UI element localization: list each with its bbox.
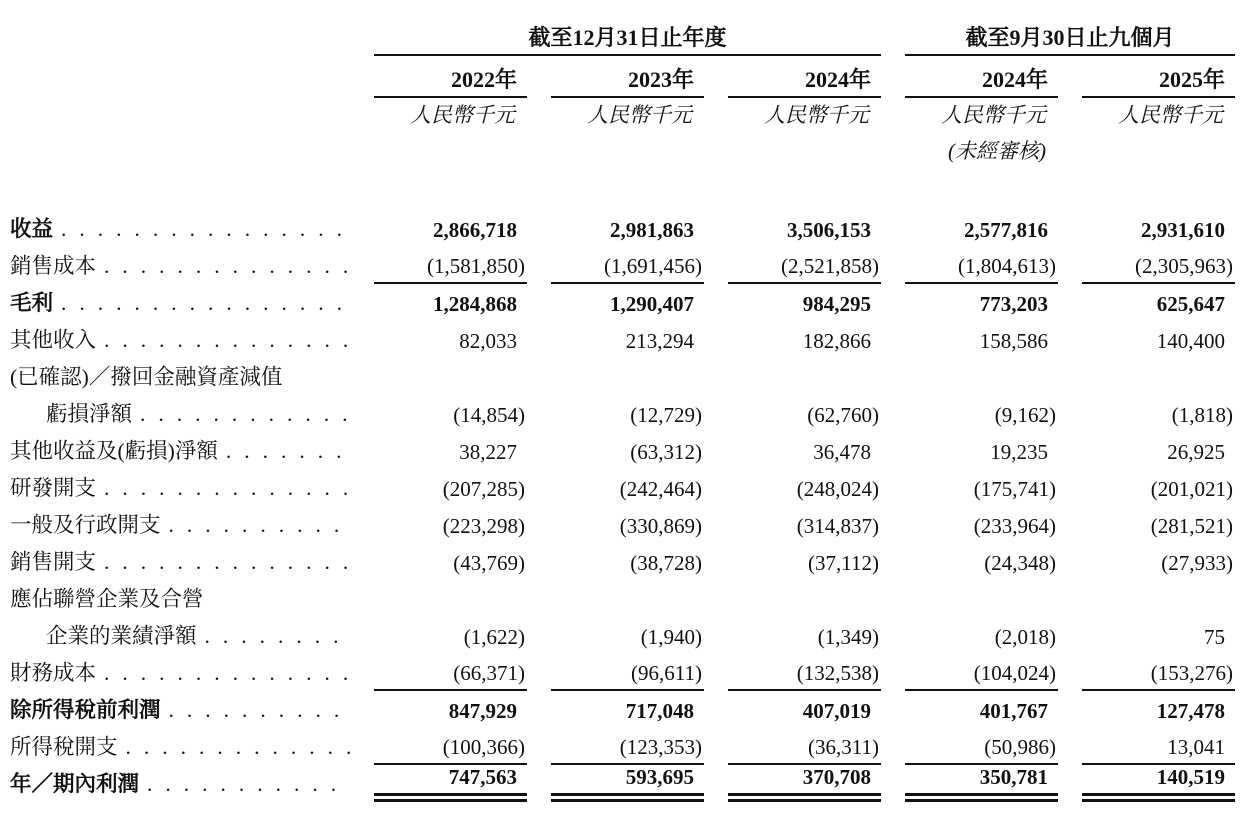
value-cell <box>350 284 527 321</box>
value-cell <box>1058 321 1235 358</box>
value-text: (27,933) <box>1161 550 1234 575</box>
value-text: (233,964) <box>973 513 1057 538</box>
value-cell <box>881 358 1058 395</box>
value-cell <box>704 728 881 765</box>
row-label-text: (已確認)／撥回金融資產減值 <box>10 365 283 390</box>
value-text: 370,708 <box>728 765 881 802</box>
value-cell <box>350 358 527 395</box>
header-body-spacer <box>10 168 1235 210</box>
table-row <box>10 247 1235 284</box>
row-label <box>10 506 350 543</box>
value-text: 158,586 <box>979 328 1049 353</box>
dot-leader <box>96 476 350 501</box>
currency-unit-label: 人民幣千元 <box>764 102 870 127</box>
value-text: (66,371) <box>374 661 527 691</box>
value-cell <box>350 247 527 284</box>
row-label <box>10 321 350 358</box>
value-text: (37,112) <box>808 550 880 575</box>
value-text: (24,348) <box>984 550 1057 575</box>
dot-leader <box>161 513 350 538</box>
value-cell <box>704 432 881 469</box>
value-text: (36,311) <box>728 735 881 765</box>
value-cell <box>1058 617 1235 654</box>
value-cell <box>1058 432 1235 469</box>
row-label-text: 銷售開支 <box>10 550 97 575</box>
period-group-row <box>10 8 1235 56</box>
value-text: (153,276) <box>1082 661 1235 691</box>
year-column-header: 2022年 <box>350 56 527 98</box>
value-cell <box>527 395 704 432</box>
value-cell <box>704 654 881 691</box>
value-cell <box>881 210 1058 247</box>
row-label-text: 財務成本 <box>10 661 97 686</box>
value-cell <box>704 284 881 321</box>
value-cell <box>527 210 704 247</box>
value-text: 82,033 <box>459 328 517 353</box>
row-label <box>10 617 350 654</box>
value-text: 2,577,816 <box>964 217 1049 242</box>
table-row <box>10 358 1235 395</box>
value-text: 593,695 <box>551 765 704 802</box>
value-cell <box>1058 765 1235 802</box>
value-cell <box>1058 654 1235 691</box>
value-cell <box>1058 358 1235 395</box>
value-text: 350,781 <box>905 765 1058 802</box>
value-cell <box>527 580 704 617</box>
value-text: (63,312) <box>630 439 702 464</box>
value-text: (248,024) <box>796 476 880 501</box>
ninemonth-period-header <box>881 8 1235 56</box>
value-text: (96,611) <box>551 661 704 691</box>
value-cell <box>527 321 704 358</box>
table-row <box>10 284 1235 321</box>
value-cell <box>1058 543 1235 580</box>
value-text: 140,519 <box>1082 765 1235 802</box>
annual-period-title: 截至12月31日止年度 <box>374 25 881 56</box>
value-cell <box>527 654 704 691</box>
value-text: (2,521,858) <box>728 254 881 284</box>
value-cell <box>704 469 881 506</box>
value-text: 3,506,153 <box>787 217 872 242</box>
row-label-text: 收益 <box>10 217 54 242</box>
value-cell <box>527 765 704 802</box>
value-cell <box>1058 728 1235 765</box>
value-cell <box>1058 210 1235 247</box>
dot-leader <box>96 328 350 353</box>
year-header-row <box>10 56 1235 98</box>
value-text: (1,940) <box>640 624 702 649</box>
row-label-text: 應佔聯營企業及合營 <box>10 587 204 612</box>
value-cell <box>527 617 704 654</box>
table-row <box>10 395 1235 432</box>
value-cell <box>350 469 527 506</box>
value-text: 747,563 <box>374 765 527 802</box>
value-text: (2,018) <box>994 624 1057 649</box>
value-cell <box>881 543 1058 580</box>
dot-leader <box>53 291 350 316</box>
value-cell <box>881 506 1058 543</box>
income-statement-table <box>10 8 1235 802</box>
value-cell <box>527 506 704 543</box>
value-text: (38,728) <box>630 550 702 575</box>
ninemonth-period-title: 截至9月30日止九個月 <box>905 25 1235 56</box>
value-cell <box>527 728 704 765</box>
value-cell <box>881 432 1058 469</box>
dot-leader <box>96 661 350 686</box>
value-text: 182,866 <box>802 328 872 353</box>
value-cell <box>704 691 881 728</box>
table-row <box>10 691 1235 728</box>
row-label-text: 毛利 <box>10 291 54 316</box>
currency-unit-label: 人民幣千元 <box>941 102 1047 127</box>
row-label-text: 除所得稅前利潤 <box>10 698 161 723</box>
table-row <box>10 728 1235 765</box>
value-text: (330,869) <box>619 513 702 538</box>
value-text: 36,478 <box>813 439 872 464</box>
row-label-text: 其他收入 <box>10 328 97 353</box>
value-text: 2,981,863 <box>610 217 694 242</box>
value-text: 407,019 <box>802 698 872 723</box>
value-cell <box>704 358 881 395</box>
value-text: (207,285) <box>442 476 525 501</box>
value-text: 1,290,407 <box>610 291 694 316</box>
dot-leader <box>96 550 350 575</box>
row-label-text: 企業的業績淨額 <box>46 624 197 649</box>
value-cell <box>704 506 881 543</box>
value-cell <box>527 432 704 469</box>
table-row <box>10 210 1235 247</box>
value-text: (242,464) <box>619 476 702 501</box>
value-text: 127,478 <box>1156 698 1226 723</box>
value-cell <box>1058 284 1235 321</box>
row-label-text: 銷售成本 <box>10 254 97 279</box>
row-label <box>10 395 350 432</box>
value-text: (12,729) <box>630 402 702 427</box>
table-row <box>10 765 1235 802</box>
value-cell <box>527 543 704 580</box>
value-cell <box>350 321 527 358</box>
value-text: 1,284,868 <box>433 291 517 316</box>
value-cell <box>350 580 527 617</box>
row-label-text: 研發開支 <box>10 476 97 501</box>
value-cell <box>704 210 881 247</box>
row-label <box>10 247 350 284</box>
value-cell <box>527 469 704 506</box>
value-cell <box>881 728 1058 765</box>
empty-corner-cell <box>10 8 350 56</box>
dot-leader <box>197 624 350 649</box>
table-row <box>10 469 1235 506</box>
value-text: 75 <box>1204 624 1226 649</box>
value-cell <box>704 617 881 654</box>
value-cell <box>881 654 1058 691</box>
value-text: (1,691,456) <box>551 254 704 284</box>
currency-unit-label: 人民幣千元 <box>410 102 515 127</box>
dot-leader <box>139 772 350 797</box>
currency-unit-label: 人民幣千元 <box>1118 102 1224 127</box>
value-cell <box>1058 506 1235 543</box>
value-text: 401,767 <box>979 698 1049 723</box>
value-cell <box>1058 395 1235 432</box>
table-row <box>10 506 1235 543</box>
value-text: (50,986) <box>905 735 1058 765</box>
value-text: (9,162) <box>994 402 1057 427</box>
row-label <box>10 284 350 321</box>
value-cell <box>881 247 1058 284</box>
value-text: (201,021) <box>1150 476 1234 501</box>
value-cell <box>1058 691 1235 728</box>
year-column-header: 2024年 <box>704 56 881 98</box>
value-text: 13,041 <box>1082 735 1235 765</box>
row-label <box>10 728 350 765</box>
value-cell <box>881 691 1058 728</box>
value-cell <box>350 395 527 432</box>
row-label-text: 年／期內利潤 <box>10 772 140 797</box>
value-text: (123,353) <box>551 735 704 765</box>
row-label <box>10 654 350 691</box>
value-text: 140,400 <box>1156 328 1226 353</box>
value-cell <box>1058 469 1235 506</box>
dot-leader <box>96 254 350 279</box>
row-label-text: 其他收益及(虧損)淨額 <box>10 439 218 464</box>
value-text: 2,866,718 <box>433 217 517 242</box>
value-text: 984,295 <box>802 291 872 316</box>
value-text: 26,925 <box>1167 439 1226 464</box>
row-label <box>10 765 350 802</box>
row-label <box>10 432 350 469</box>
value-cell <box>1058 580 1235 617</box>
year-column-header: 2024年 <box>881 56 1058 98</box>
value-cell <box>704 395 881 432</box>
value-text: (1,804,613) <box>905 254 1058 284</box>
table-row <box>10 617 1235 654</box>
value-text: (175,741) <box>973 476 1057 501</box>
value-text: 213,294 <box>625 328 694 353</box>
value-cell <box>350 728 527 765</box>
value-text: (43,769) <box>453 550 525 575</box>
annual-period-header <box>350 8 881 56</box>
table-row <box>10 580 1235 617</box>
value-cell <box>881 617 1058 654</box>
value-text: 38,227 <box>459 439 517 464</box>
value-cell <box>350 543 527 580</box>
value-cell <box>881 321 1058 358</box>
statement-rows <box>10 210 1235 802</box>
value-text: (281,521) <box>1150 513 1234 538</box>
value-text: (1,349) <box>817 624 880 649</box>
table-row <box>10 321 1235 358</box>
value-cell <box>1058 247 1235 284</box>
dot-leader <box>218 439 350 464</box>
value-text: (1,622) <box>463 624 525 649</box>
value-text: 625,647 <box>1156 291 1226 316</box>
row-label <box>10 580 350 617</box>
value-cell <box>704 765 881 802</box>
row-label-text: 所得稅開支 <box>10 735 118 760</box>
value-cell <box>350 765 527 802</box>
value-text: (14,854) <box>453 402 525 427</box>
value-text: 773,203 <box>979 291 1049 316</box>
year-column-header: 2023年 <box>527 56 704 98</box>
value-cell <box>704 543 881 580</box>
dot-leader <box>161 698 350 723</box>
value-text: 717,048 <box>625 698 694 723</box>
value-text: (2,305,963) <box>1082 254 1235 284</box>
unaudited-note: (未經審核) <box>948 138 1047 163</box>
value-cell <box>350 617 527 654</box>
value-text: (100,366) <box>374 735 527 765</box>
row-label <box>10 469 350 506</box>
value-cell <box>881 469 1058 506</box>
value-cell <box>350 210 527 247</box>
value-cell <box>350 432 527 469</box>
value-cell <box>527 284 704 321</box>
row-label-text: 一般及行政開支 <box>10 513 161 538</box>
row-label-text: 虧損淨額 <box>46 402 133 427</box>
value-cell <box>881 395 1058 432</box>
year-column-header: 2025年 <box>1058 56 1235 98</box>
value-cell <box>881 284 1058 321</box>
row-label <box>10 543 350 580</box>
currency-unit-row <box>10 98 1235 132</box>
table-row <box>10 654 1235 691</box>
value-cell <box>704 321 881 358</box>
dot-leader <box>53 217 350 242</box>
value-text: (104,024) <box>905 661 1058 691</box>
value-text: (314,837) <box>796 513 880 538</box>
value-cell <box>527 691 704 728</box>
table-row <box>10 432 1235 469</box>
value-cell <box>527 358 704 395</box>
row-label <box>10 210 350 247</box>
value-text: (1,818) <box>1171 402 1234 427</box>
value-text: (223,298) <box>442 513 525 538</box>
value-text: 2,931,610 <box>1141 217 1226 242</box>
table-row <box>10 543 1235 580</box>
value-cell <box>881 765 1058 802</box>
value-cell <box>350 506 527 543</box>
unaudited-note-row <box>10 132 1235 168</box>
value-cell <box>350 691 527 728</box>
dot-leader <box>118 735 350 760</box>
value-cell <box>350 654 527 691</box>
row-label <box>10 691 350 728</box>
value-text: (132,538) <box>728 661 881 691</box>
value-text: 19,235 <box>990 439 1049 464</box>
value-text: 847,929 <box>448 698 517 723</box>
value-cell <box>527 247 704 284</box>
row-label <box>10 358 350 395</box>
value-cell <box>704 247 881 284</box>
value-text: (1,581,850) <box>374 254 527 284</box>
dot-leader <box>132 402 350 427</box>
value-cell <box>704 580 881 617</box>
value-cell <box>881 580 1058 617</box>
value-text: (62,760) <box>807 402 880 427</box>
currency-unit-label: 人民幣千元 <box>587 102 692 127</box>
